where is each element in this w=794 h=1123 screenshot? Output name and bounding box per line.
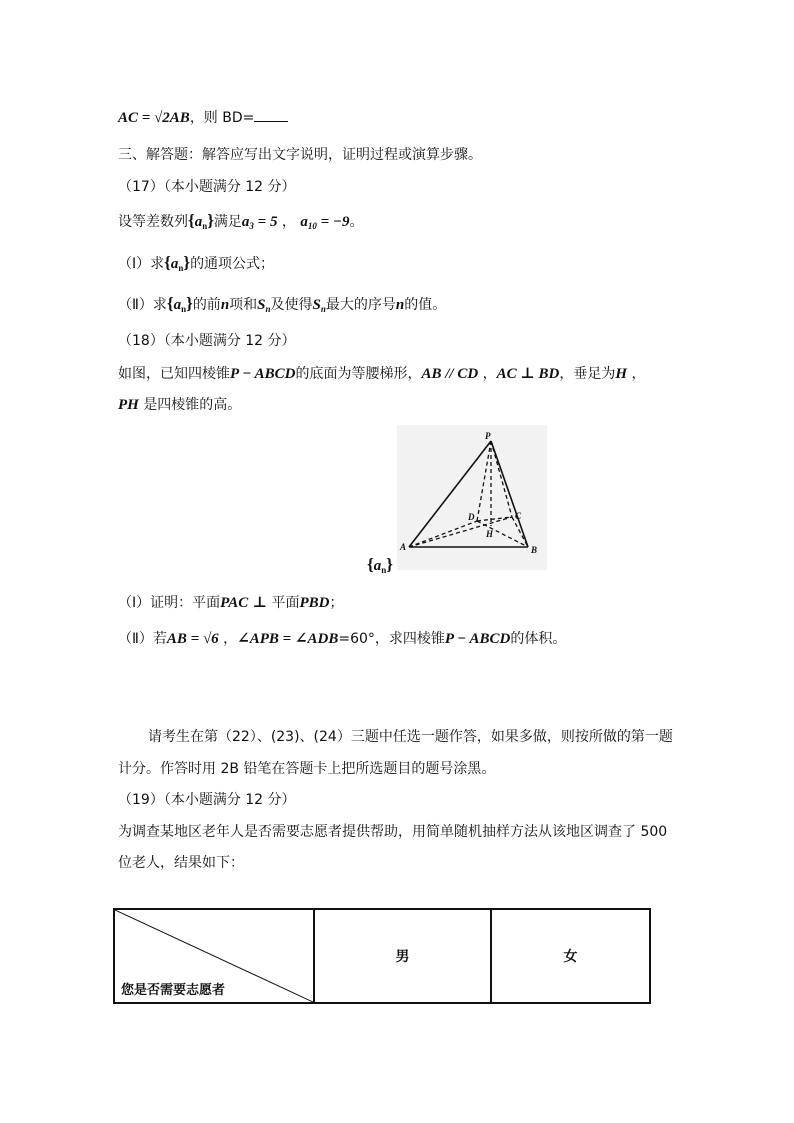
q18-part2-prefix: （Ⅱ）若 bbox=[118, 631, 167, 647]
formula-a3: $a_3 = 5$ bbox=[241, 214, 278, 231]
corner-cell bbox=[114, 909, 314, 1003]
q16-formula: AC = √2AB bbox=[118, 110, 190, 126]
q18-part1-prefix: （Ⅰ）证明：平面 bbox=[118, 595, 221, 611]
q19-line2: 位老人，结果如下： bbox=[118, 855, 244, 871]
q18-part2: （Ⅱ）若AB = √6 ，∠APB = ∠ADB=60°，求四棱锥P − ABCD的体积。 bbox=[118, 631, 567, 647]
formula-perp: AC ⊥ BD bbox=[496, 366, 560, 382]
var-Sn: $S_n$ bbox=[312, 297, 326, 314]
q17-part1-suffix: 的通项公式； bbox=[190, 256, 275, 272]
q17-stem-mid: 满足 bbox=[213, 214, 242, 230]
var-Sn: $S_n$ bbox=[257, 297, 271, 314]
edge-CB bbox=[512, 517, 528, 547]
edge-AC bbox=[409, 517, 512, 547]
q18-part1 bbox=[118, 593, 344, 613]
q19-line1: 为调查某地区老年人是否需要志愿者提供帮助，用简单随机抽样方法从该地区调查了 500 bbox=[118, 824, 668, 840]
q18-line1: 如图，已知四棱锥P − ABCD的底面为等腰梯形，AB // CD ，AC ⊥ BD，垂足为H ， bbox=[118, 366, 646, 382]
q17-part1-prefix: （Ⅰ）求 bbox=[118, 256, 165, 272]
table-header-row bbox=[114, 909, 650, 1003]
var-H: H bbox=[615, 366, 628, 382]
q17-part2-suffix: 的值。 bbox=[404, 297, 447, 313]
q18-header: （18）（本小题满分 12 分） bbox=[118, 333, 296, 349]
survey-table bbox=[113, 908, 651, 1004]
label-C: C bbox=[515, 511, 522, 521]
plane-PAC: PAC bbox=[220, 595, 249, 611]
q17-part2-prefix: （Ⅱ）求 bbox=[118, 297, 167, 313]
edge-PD bbox=[477, 441, 491, 521]
q17-header: （17）（本小题满分 12 分） bbox=[118, 179, 296, 195]
var-PH: PH bbox=[118, 397, 139, 413]
formula-AB: AB = √6 bbox=[166, 631, 219, 647]
perp-symbol: ⊥ bbox=[252, 595, 268, 611]
q18-part2-mid: ，求四棱锥 bbox=[374, 631, 445, 647]
q17-stem-prefix: 设等差数列 bbox=[118, 214, 188, 230]
answer-blank[interactable] bbox=[254, 109, 288, 122]
seq-a-n: $\{a_n\}$ bbox=[164, 253, 191, 273]
notice-line1: 请考生在第（22）、(23)、(24）三题中任选一题作答，如果多做，则按所做的第一题 bbox=[148, 729, 673, 745]
pyramid-diagram bbox=[397, 425, 547, 570]
col-header-male: 男 bbox=[314, 909, 491, 1003]
q18-part1-mid: 平面 bbox=[271, 595, 300, 611]
section3-title: 三、解答题：解答应写出文字说明，证明过程或演算步骤。 bbox=[118, 147, 482, 163]
formula-parallel: AB // CD bbox=[421, 366, 479, 382]
plane-PBD: PBD bbox=[299, 595, 330, 611]
q17-part2-mid3: 及使得 bbox=[270, 297, 313, 313]
q18-part2-suffix: 的体积。 bbox=[510, 631, 567, 647]
pyramid-figure bbox=[397, 425, 547, 570]
q17-stem-suffix: 。 bbox=[349, 214, 364, 230]
seq-a-n: $\{a_n\}$ bbox=[188, 211, 214, 231]
q18-line2 bbox=[118, 395, 241, 415]
pyramid-name: P − ABCD bbox=[444, 631, 511, 647]
var-n: n bbox=[220, 297, 230, 313]
col-header-female: 女 bbox=[491, 909, 650, 1003]
label-H: H bbox=[486, 529, 494, 539]
figure-seq-label bbox=[367, 555, 393, 575]
seq-a-n: $\{a_n\}$ bbox=[367, 555, 393, 575]
q17-part2-mid1: 的前 bbox=[192, 297, 221, 313]
pyramid-name: P − ABCD bbox=[230, 366, 296, 382]
notice-line2: 计分。作答时用 2B 铅笔在答题卡上把所选题目的题号涂黑。 bbox=[118, 761, 496, 777]
q17-stem: 设等差数列$\{a_n\}$满足$a_3 = 5$ ， $a_{10} = -9$。 bbox=[118, 211, 364, 231]
q17-part1 bbox=[118, 253, 274, 278]
formula-angles: ∠APB = ∠ADB bbox=[237, 631, 339, 647]
q18-part1-suffix: ； bbox=[329, 595, 344, 611]
q18-line1-mid2: ，垂足为 bbox=[559, 366, 616, 382]
label-P: P bbox=[485, 431, 491, 441]
formula-a10: $a_{10} = -9$ bbox=[300, 214, 350, 231]
corner-label: 您是否需要志愿者 bbox=[121, 983, 226, 998]
q18-line1-mid: 的底面为等腰梯形， bbox=[295, 366, 422, 382]
q16-answer-line bbox=[118, 108, 288, 128]
label-A: A bbox=[400, 542, 407, 552]
seq-a-n: $\{a_n\}$ bbox=[166, 294, 193, 314]
label-D: D bbox=[468, 512, 475, 522]
label-B: B bbox=[531, 545, 538, 555]
q18-line2-suffix: 是四棱锥的高。 bbox=[143, 397, 242, 413]
q19-header: （19）（本小题满分 12 分） bbox=[118, 792, 296, 808]
var-n: n bbox=[395, 297, 405, 313]
q16-text: ，则 BD= bbox=[189, 110, 255, 126]
q18-line1-prefix: 如图，已知四棱锥 bbox=[118, 366, 230, 382]
q17-part2-mid4: 最大的序号 bbox=[325, 297, 396, 313]
q17-part2 bbox=[118, 294, 446, 319]
q17-part2-mid2: 项和 bbox=[229, 297, 258, 313]
